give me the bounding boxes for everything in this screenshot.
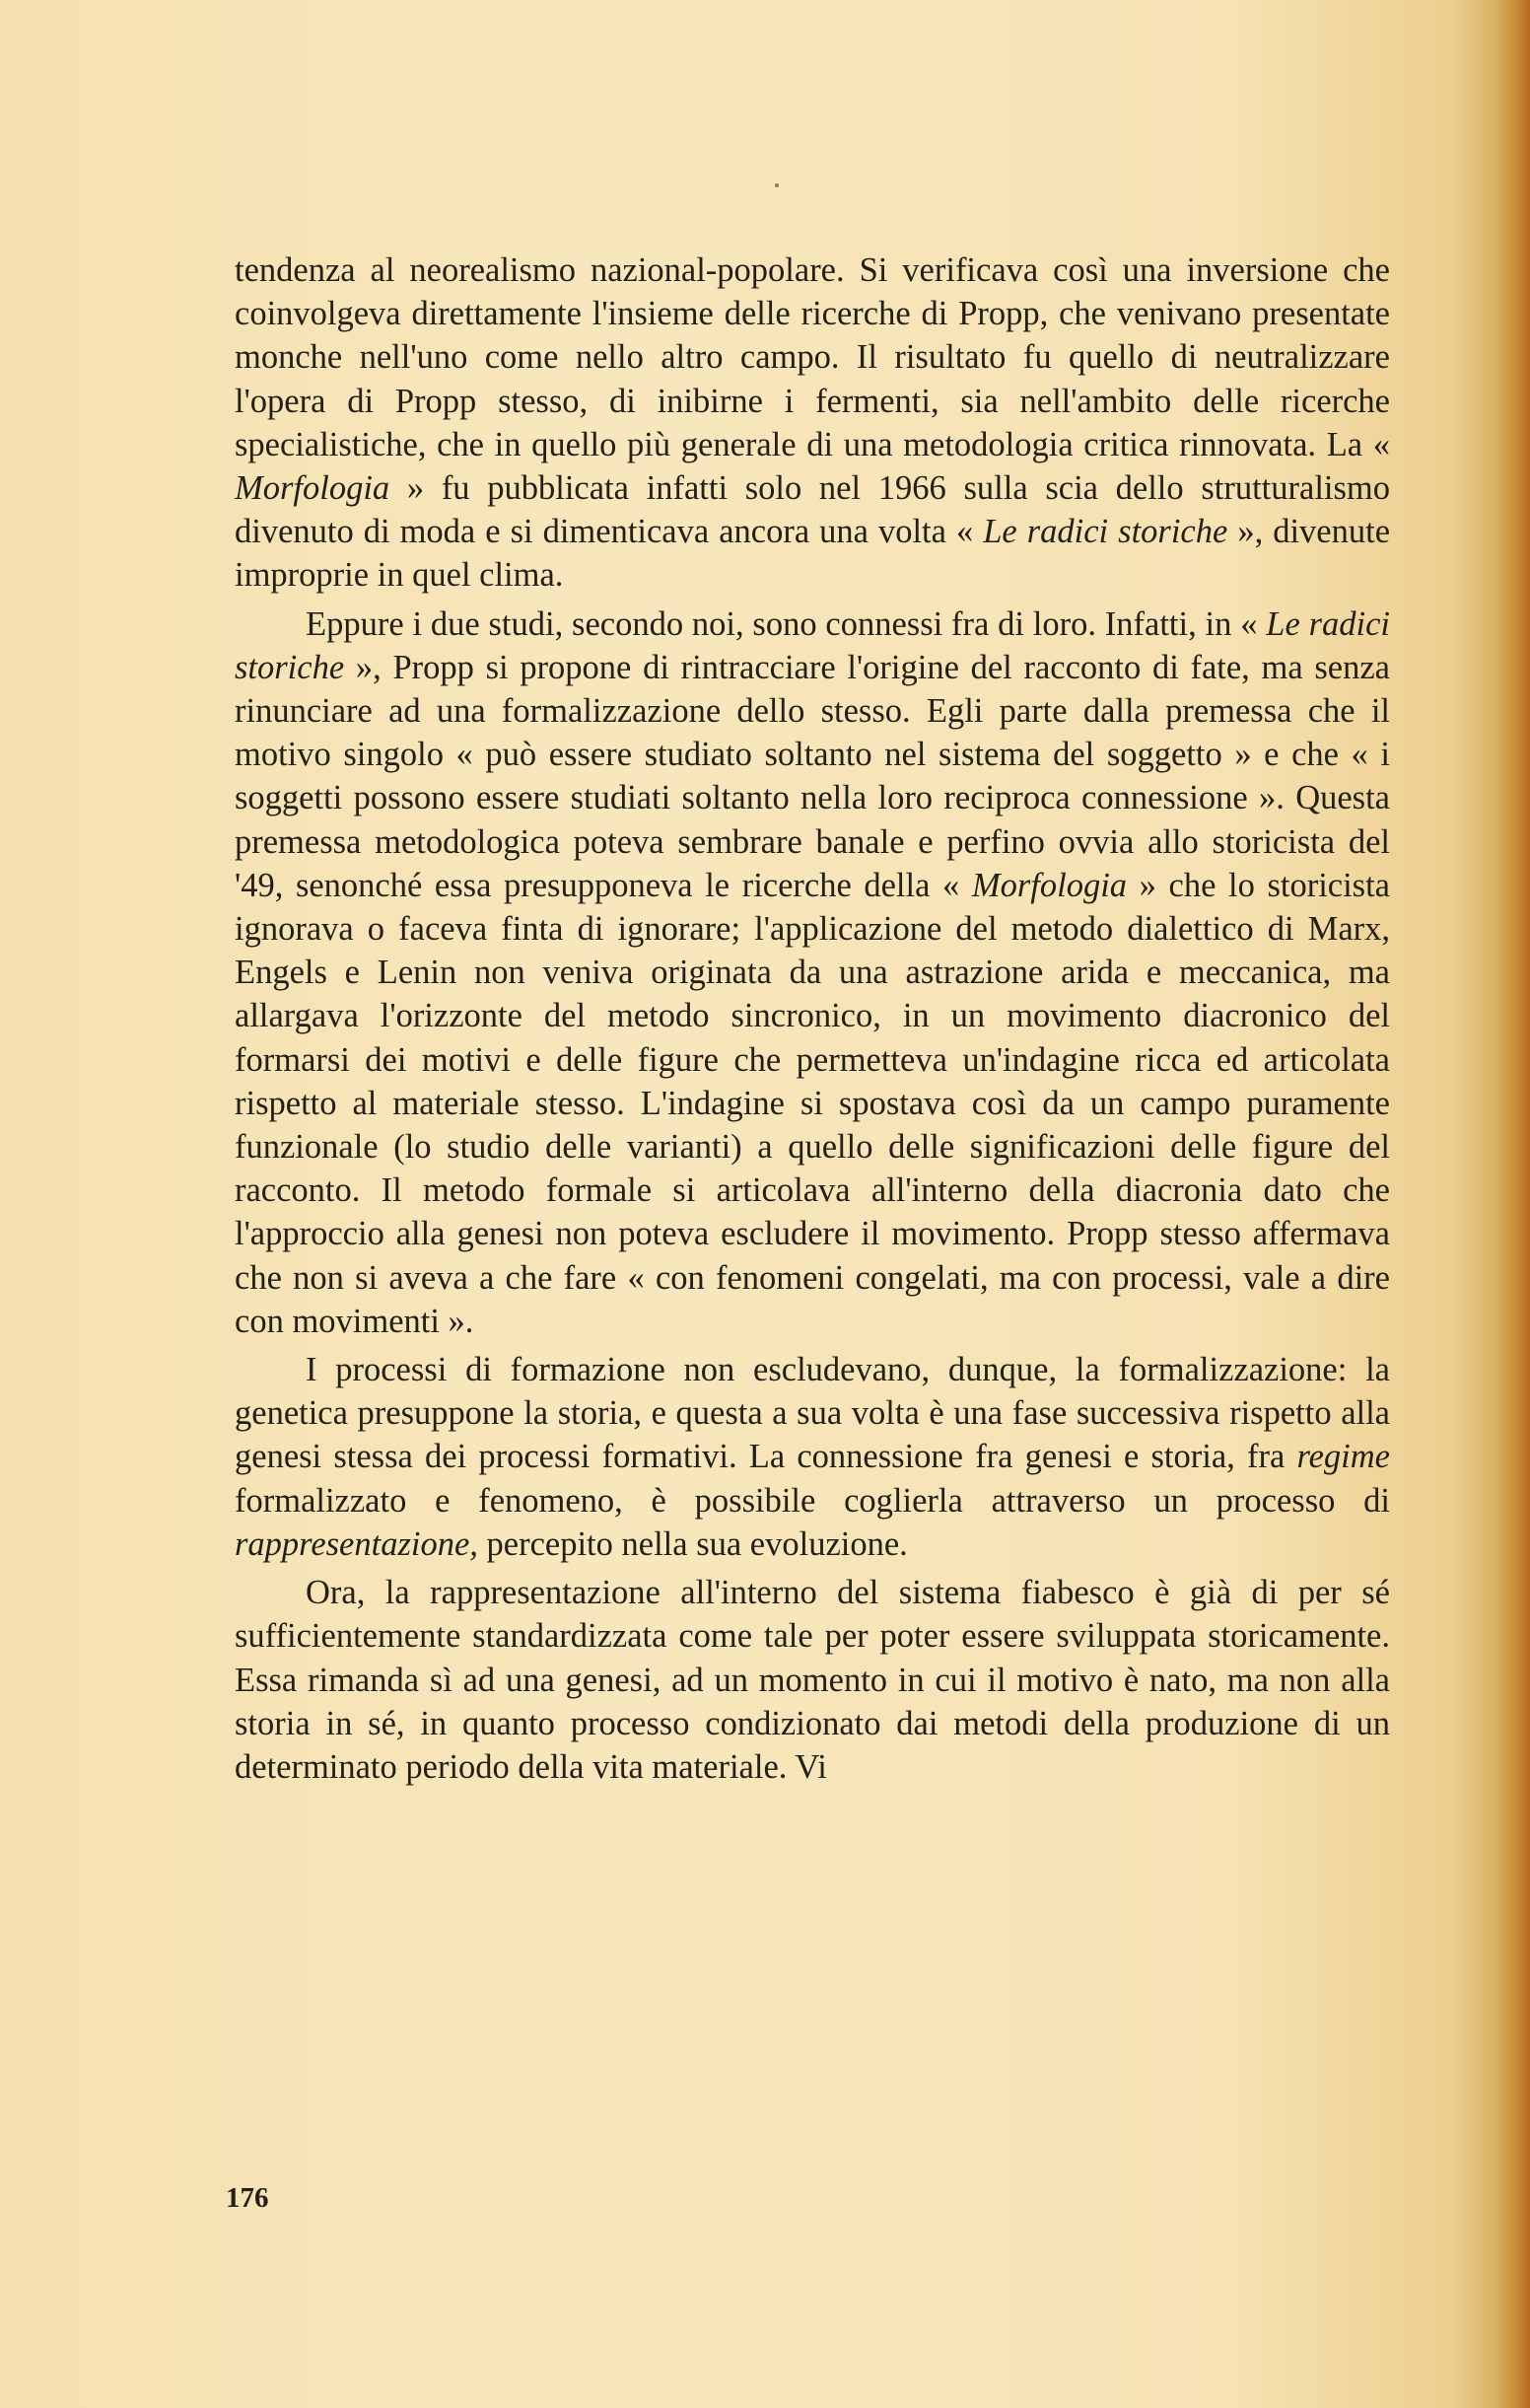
text-run: Eppure i due studi, secondo noi, sono connessi fra di loro. Infatti, in « xyxy=(306,604,1267,643)
italic-title: Le radici storiche xyxy=(983,513,1228,551)
italic-title: Morfologia xyxy=(971,866,1128,904)
italic-title: Le radici storiche xyxy=(235,604,1390,686)
print-speck xyxy=(775,183,779,187)
text-run: » fu pubblicata infatti solo nel 1966 sulla scia dello strutturalismo divenuto di moda e si dimenticava ancora una volta « xyxy=(235,469,1390,551)
text-run: » che lo storicista ignorava o faceva finta di ignorare; l'applicazione del metodo dialettico di Marx, Engels e Lenin non veniva originata da una astrazione arida e meccanica, ma allargava l'orizzonte del metodo sincronico, in un movimento diacronico del formarsi dei motivi e delle figure che permetteva un'indagine ricca ed articolata rispetto al materiale stesso. L'indagine si spostava così da un campo puramente funzionale (lo studio delle varianti) a quello delle significazioni delle figure del racconto. Il metodo formale si articolava all'interno della diacronia dato che l'approccio alla genesi non poteva escludere il movimento. Propp stesso affermava che non si aveva a che fare « con fenomeni congelati, ma con processi, vale a dire con movimenti ». xyxy=(235,866,1390,1340)
text-run: percepito nella sua evoluzione. xyxy=(477,1524,908,1563)
paragraph-2 xyxy=(235,602,1390,1343)
paragraph-1 xyxy=(235,248,1390,598)
italic-term: rappresentazione, xyxy=(235,1524,478,1563)
paragraph-4 xyxy=(235,1571,1390,1789)
text-run: tendenza al neorealismo nazional-popolare. Si verificava così una inversione che coinvolgeva direttamente l'insieme delle ricerche di Propp, che venivano presentate monche nell'uno come nello altro campo. Il risultato fu quello di neutralizzare l'opera di Propp stesso, di inibirne i fermenti, sia nell'ambito delle ricerche specialistiche, che in quello più generale di una metodologia critica rinnovata. La « xyxy=(235,251,1390,463)
text-run: Ora, la rappresentazione all'interno del sistema fiabesco è già di per sé sufficientemente standardizzata come tale per poter essere sviluppata storicamente. Essa rimanda sì ad una genesi, ad un momento in cui il motivo è nato, ma non alla storia in sé, in quanto processo condizionato dai metodi della produzione di un determinato periodo della vita materiale. Vi xyxy=(235,1574,1390,1786)
text-run: », Propp si propone di rintracciare l'origine del racconto di fate, ma senza rinunciare ad una formalizzazione dello stesso. Egli parte dalla premessa che il motivo singolo « può essere studiato soltanto nel sistema del soggetto » e che « i soggetti possono essere studiati soltanto nella loro reciproca connessione ». Questa premessa metodologica poteva sembrare banale e perfino ovvia allo storicista del '49, senonché essa presupponeva le ricerche della « xyxy=(235,648,1390,904)
text-run: », divenute improprie in quel clima. xyxy=(235,513,1391,595)
body-text xyxy=(235,248,1390,1789)
page-edge-shadow xyxy=(1496,0,1530,2408)
page-number: 176 xyxy=(226,2182,269,2214)
italic-term: regime xyxy=(1296,1438,1390,1476)
text-run: formalizzato e fenomeno, è possibile coglierla attraverso un processo di xyxy=(235,1481,1390,1520)
italic-title: Morfologia xyxy=(235,469,390,508)
text-run: I processi di formazione non escludevano, dunque, la formalizzazione: la genetica presuppone la storia, e questa a sua volta è una fase successiva rispetto alla genesi stessa dei processi formativi. La connessione fra genesi e storia, fra xyxy=(235,1351,1390,1476)
paragraph-3 xyxy=(235,1348,1390,1566)
